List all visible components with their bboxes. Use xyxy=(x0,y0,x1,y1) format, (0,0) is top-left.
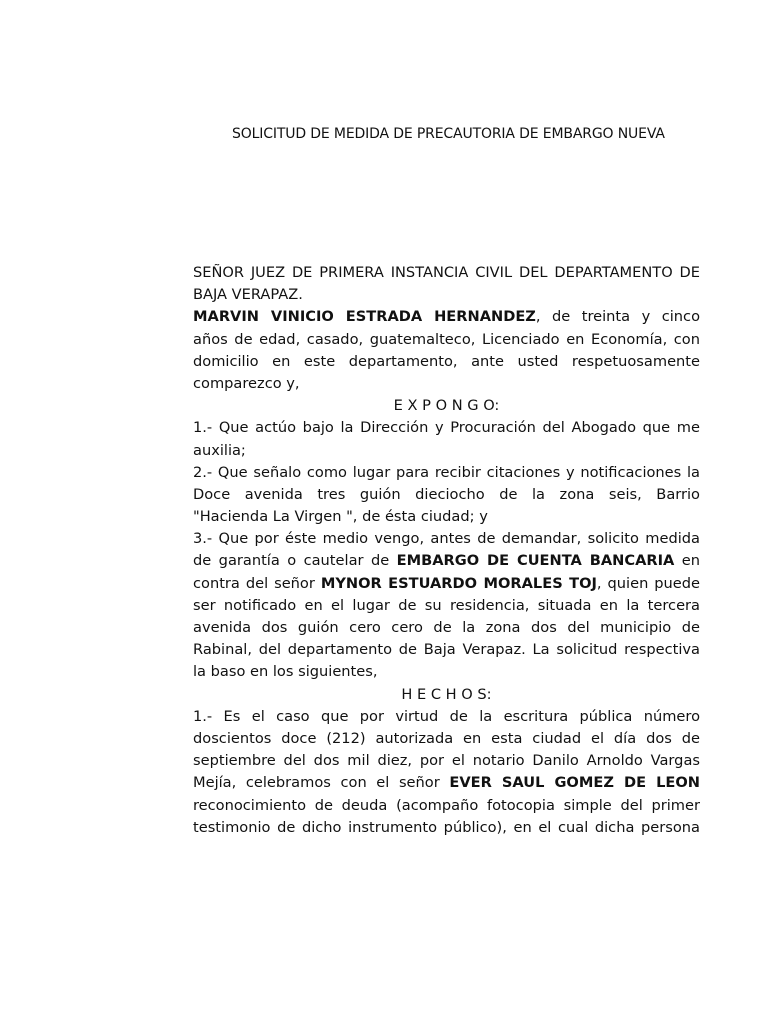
text-run: 2.- Que señalo como lugar para recibir citaciones y notificaciones la xyxy=(193,463,700,481)
paragraph-line xyxy=(193,661,700,683)
text-run: contra del señor xyxy=(193,574,321,592)
text-run: Rabinal, del departamento de Baja Verapaz. La solicitud respectiva xyxy=(193,641,700,659)
text-run: Doce avenida tres guión dieciocho de la zona seis, Barrio xyxy=(193,485,700,503)
paragraph-line xyxy=(193,329,700,351)
paragraph-line xyxy=(193,595,700,617)
paragraph-line xyxy=(193,772,700,794)
paragraph-line xyxy=(193,262,700,284)
text-run: 3.- Que por éste medio vengo, antes de demandar, solicito medida xyxy=(193,530,700,548)
text-run: SEÑOR JUEZ DE PRIMERA INSTANCIA CIVIL DEL DEPARTAMENTO DE xyxy=(193,264,700,281)
paragraph-line xyxy=(193,306,700,328)
paragraph-line xyxy=(193,373,700,395)
bold-text-run: EVER SAUL GOMEZ DE LEON xyxy=(449,774,700,792)
document-title: SOLICITUD DE MEDIDA DE PRECAUTORIA DE EMBARGO NUEVA xyxy=(232,126,665,142)
text-run: comparezco y, xyxy=(193,374,300,392)
bold-text-run: EMBARGO DE CUENTA BANCARIA xyxy=(396,552,675,570)
text-run: Mejía, celebramos con el señor xyxy=(193,774,450,792)
bold-text-run: MYNOR ESTUARDO MORALES TOJ xyxy=(320,574,597,592)
paragraph-line xyxy=(193,684,700,706)
text-run: E X P O N G O: xyxy=(393,397,500,415)
text-run: doscientos doce (212) autorizada en esta ciudad el día dos de xyxy=(193,729,700,747)
text-run: años de edad, casado, guatemalteco, Licenciado en Economía, con xyxy=(193,330,700,348)
paragraph-line xyxy=(193,550,700,572)
paragraph-line xyxy=(193,417,700,439)
paragraph-line xyxy=(193,639,700,661)
text-run: , quien puede xyxy=(596,574,701,592)
text-run: H E C H O S: xyxy=(401,685,492,703)
paragraph-line xyxy=(193,528,700,550)
paragraph-line xyxy=(193,284,700,306)
paragraph-line xyxy=(193,728,700,750)
text-run: "Hacienda La Virgen ", de ésta ciudad; y xyxy=(193,508,488,526)
document-body xyxy=(193,262,700,839)
text-run: testimonio de dicho instrumento público), en el cual dicha persona xyxy=(193,818,700,836)
text-run: avenida dos guión cero cero de la zona dos del municipio de xyxy=(193,619,700,636)
text-run: de garantía o cautelar de xyxy=(193,552,397,570)
bold-text-run: MARVIN VINICIO ESTRADA HERNANDEZ xyxy=(193,308,536,326)
text-run: reconocimiento de deuda (acompaño fotocopia simple del primer xyxy=(193,796,700,814)
paragraph-line xyxy=(193,750,700,772)
paragraph-line xyxy=(193,706,700,728)
text-run: 1.- Es el caso que por virtud de la escritura pública número xyxy=(193,707,700,725)
text-run: en xyxy=(674,552,700,570)
text-run: ser notificado en el lugar de su residencia, situada en la tercera xyxy=(193,596,700,614)
text-run: , de treinta y cinco xyxy=(535,308,700,326)
paragraph-line xyxy=(193,484,700,506)
paragraph-line xyxy=(193,395,700,417)
paragraph-line xyxy=(193,817,700,839)
paragraph-line xyxy=(193,506,700,528)
text-run: BAJA VERAPAZ. xyxy=(193,286,303,304)
paragraph-line xyxy=(193,795,700,817)
text-run: auxilia; xyxy=(193,441,246,459)
paragraph-line xyxy=(193,351,700,373)
paragraph-line xyxy=(193,462,700,484)
text-run: domicilio en este departamento, ante usted respetuosamente xyxy=(193,352,700,370)
paragraph-line xyxy=(193,617,700,639)
text-run: 1.- Que actúo bajo la Dirección y Procuración del Abogado que me xyxy=(193,419,700,437)
text-run: la baso en los siguientes, xyxy=(193,663,378,681)
text-run: septiembre del dos mil diez, por el notario Danilo Arnoldo Vargas xyxy=(193,752,700,770)
paragraph-line xyxy=(193,440,700,462)
paragraph-line xyxy=(193,573,700,595)
